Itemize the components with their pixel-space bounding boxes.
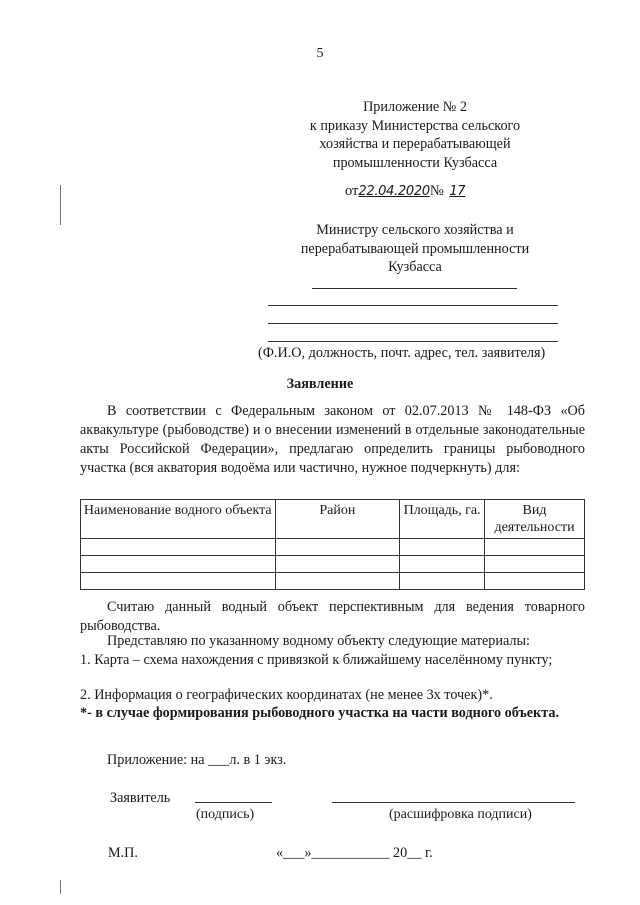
order-date-handwritten: 22.04.2020 — [358, 184, 430, 199]
page-number: 5 — [316, 46, 324, 61]
scan-margin-mark — [60, 880, 61, 894]
signature-decode-caption: (расшифровка подписи) — [389, 807, 532, 822]
applicant-label: Заявитель — [110, 790, 171, 806]
table-row — [81, 573, 585, 590]
attachment-line: Приложение: на ___л. в 1 экз. — [107, 752, 287, 768]
document-title: Заявление — [286, 376, 354, 392]
table-cell[interactable] — [275, 556, 400, 573]
order-no-label: № — [429, 183, 444, 199]
column-header-area: Площадь, га. — [400, 500, 485, 539]
table-cell[interactable] — [275, 539, 400, 556]
date-template[interactable]: «___»___________ 20__ г. — [276, 845, 433, 861]
recipient-line: перерабатывающей промышленности — [300, 240, 530, 257]
materials-item: 2. Информация о географических координатах (не менее 3х точек)*. — [80, 687, 493, 703]
materials-item: 1. Карта – схема нахождения с привязкой к ближайшему населённому пункту; — [80, 652, 553, 668]
applicant-fill-line[interactable] — [268, 305, 558, 306]
appendix-line: хозяйства и перерабатывающей — [319, 136, 511, 152]
column-header-district: Район — [275, 500, 400, 539]
recipient-block — [250, 221, 580, 277]
applicant-fill-line[interactable] — [312, 288, 517, 289]
order-date-number — [345, 182, 495, 201]
table-cell[interactable] — [275, 573, 400, 590]
table-cell[interactable] — [400, 539, 485, 556]
signature-decode-line[interactable] — [332, 802, 575, 803]
table-cell[interactable] — [81, 573, 276, 590]
recipient-line: Кузбасса — [388, 259, 442, 275]
table-cell[interactable] — [485, 573, 585, 590]
materials-intro: Представляю по указанному водному объекту следующие материалы: — [107, 633, 530, 649]
appendix-line: промышленности Кузбасса — [332, 154, 498, 171]
table-cell[interactable] — [400, 573, 485, 590]
applicant-caption: (Ф.И.О, должность, почт. адрес, тел. заявителя) — [258, 345, 546, 361]
footnote: *- в случае формирования рыбоводного участка на части водного объекта. — [80, 705, 560, 721]
applicant-fill-line[interactable] — [268, 341, 558, 342]
appendix-line: Приложение № 2 — [363, 99, 467, 115]
table-cell[interactable] — [485, 539, 585, 556]
table-header-row — [81, 500, 585, 539]
order-prefix: от — [345, 183, 359, 199]
stamp-label: М.П. — [108, 845, 138, 861]
consider-paragraph: Считаю данный водный объект перспективным для ведения товарного рыбоводства. — [80, 599, 585, 634]
column-header-name: Наименование водного объекта — [81, 500, 276, 539]
signature-line[interactable] — [195, 802, 272, 803]
water-objects-table — [80, 499, 585, 590]
table-cell[interactable] — [485, 556, 585, 573]
order-number-handwritten: 17 — [449, 184, 466, 199]
recipient-line: Министру сельского хозяйства и — [316, 222, 514, 238]
applicant-fill-line[interactable] — [268, 323, 558, 324]
appendix-header — [250, 98, 580, 172]
table-row — [81, 556, 585, 573]
column-header-activity: Вид деятельности — [485, 500, 585, 539]
appendix-line: к приказу Министерства сельского — [309, 117, 521, 134]
scan-margin-mark — [60, 185, 61, 225]
signature-caption: (подпись) — [196, 807, 255, 822]
table-cell[interactable] — [81, 556, 276, 573]
intro-paragraph: В соответствии с Федеральным законом от 02.07.2013 № 148-ФЗ «Об аквакультуре (рыбоводстве) и о внесении изменений в отдельные законодательные акты Российской Федерации», предлагаю определить границы рыбоводного участка (вся акватория водоёма или частично, нужное подчеркнуть) для: — [80, 403, 585, 476]
table-row — [81, 539, 585, 556]
table-cell[interactable] — [400, 556, 485, 573]
table-cell[interactable] — [81, 539, 276, 556]
